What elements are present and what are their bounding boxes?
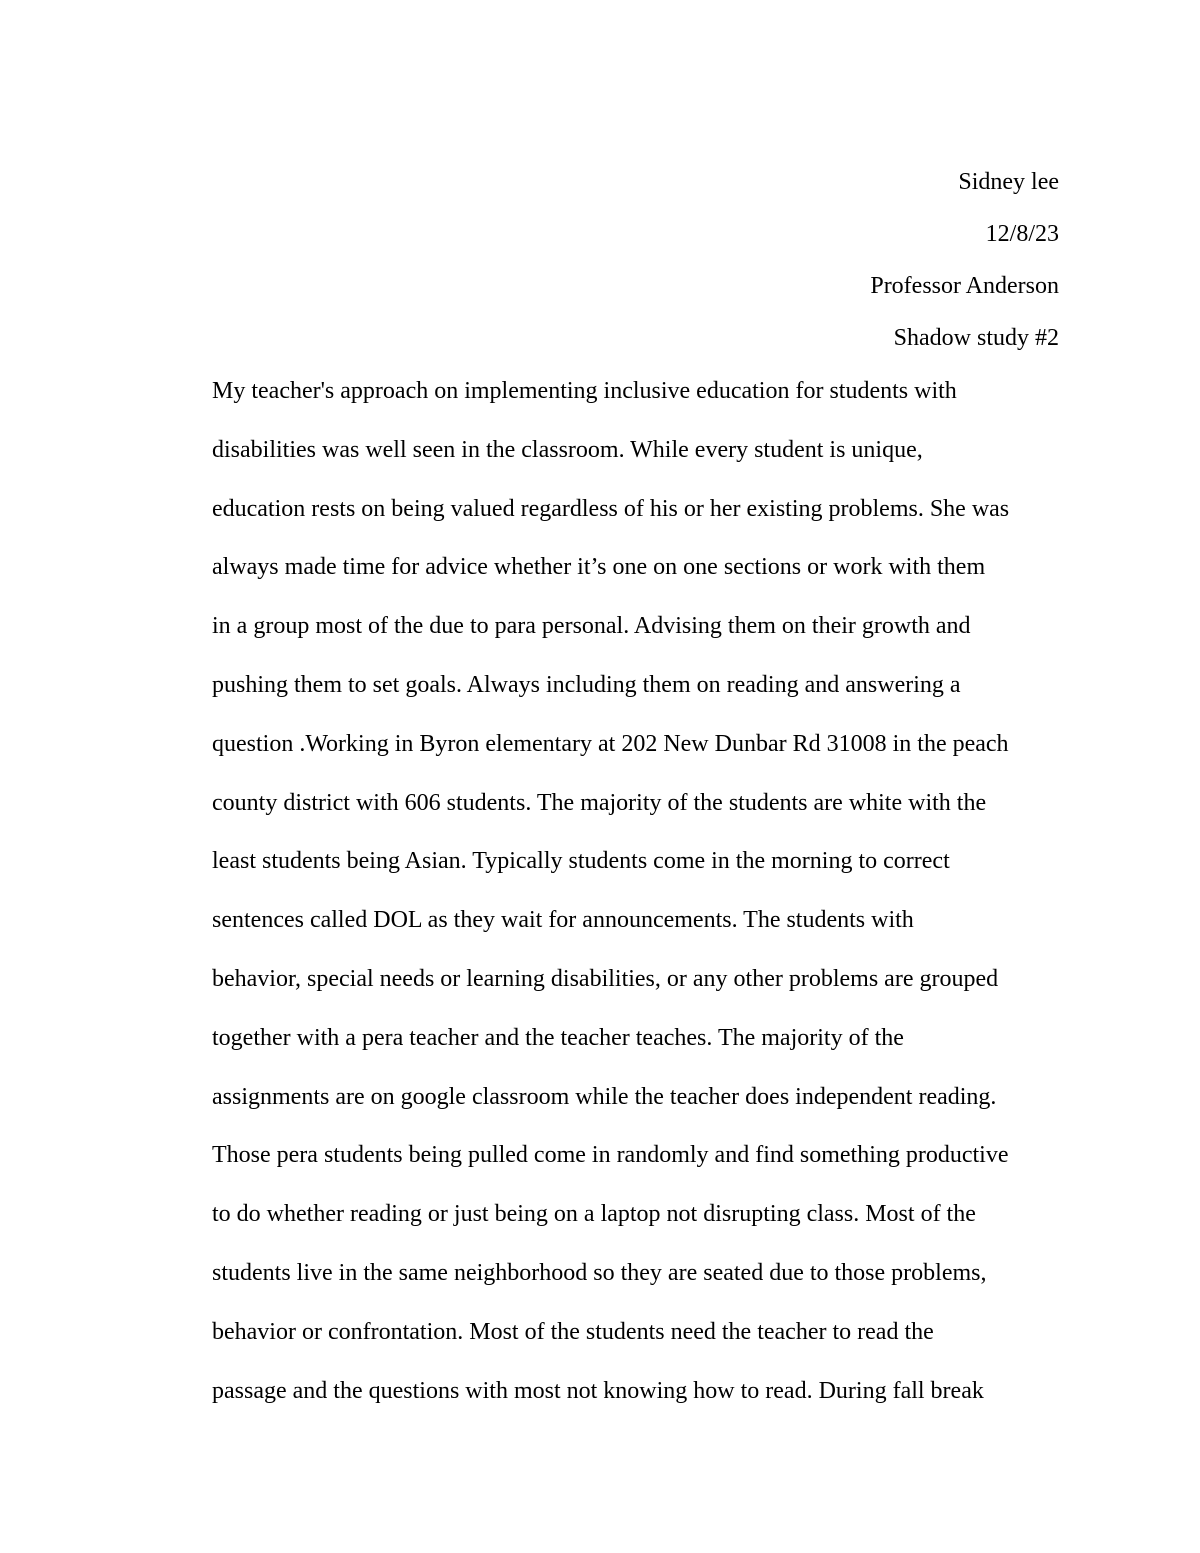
document-date: 12/8/23	[985, 221, 1059, 247]
assignment-title: Shadow study #2	[893, 325, 1059, 351]
body-line: students live in the same neighborhood so they are seated due to those problems,	[212, 1259, 987, 1286]
body-line: behavior, special needs or learning disabilities, or any other problems are grouped	[212, 965, 999, 992]
body-line: Those pera students being pulled come in randomly and find something productive	[212, 1142, 1009, 1169]
body-line: question .Working in Byron elementary at 202 New Dunbar Rd 31008 in the peach	[212, 730, 1009, 757]
essay-body	[212, 365, 1072, 1423]
body-line: to do whether reading or just being on a laptop not disrupting class. Most of the	[212, 1201, 976, 1228]
body-line: pushing them to set goals. Always including them on reading and answering a	[212, 671, 961, 698]
body-line: sentences called DOL as they wait for announcements. The students with	[212, 907, 914, 934]
body-line: education rests on being valued regardless of his or her existing problems. She was	[212, 495, 1010, 522]
body-line: in a group most of the due to para personal. Advising them on their growth and	[212, 613, 971, 640]
body-line: always made time for advice whether it’s one on one sections or work with them	[212, 554, 986, 581]
professor-name: Professor Anderson	[870, 273, 1059, 299]
body-line: disabilities was well seen in the classroom. While every student is unique,	[212, 436, 923, 463]
body-line: assignments are on google classroom while the teacher does independent reading.	[212, 1083, 997, 1110]
body-line: behavior or confrontation. Most of the students need the teacher to read the	[212, 1318, 934, 1345]
body-line: My teacher's approach on implementing inclusive education for students with	[212, 378, 957, 404]
body-line: least students being Asian. Typically students come in the morning to correct	[212, 848, 950, 875]
header-block	[212, 160, 1059, 372]
student-name: Sidney lee	[958, 169, 1059, 195]
body-line: passage and the questions with most not knowing how to read. During fall break	[212, 1377, 984, 1404]
body-line: together with a pera teacher and the teacher teaches. The majority of the	[212, 1024, 904, 1051]
body-line: county district with 606 students. The majority of the students are white with the	[212, 789, 987, 816]
